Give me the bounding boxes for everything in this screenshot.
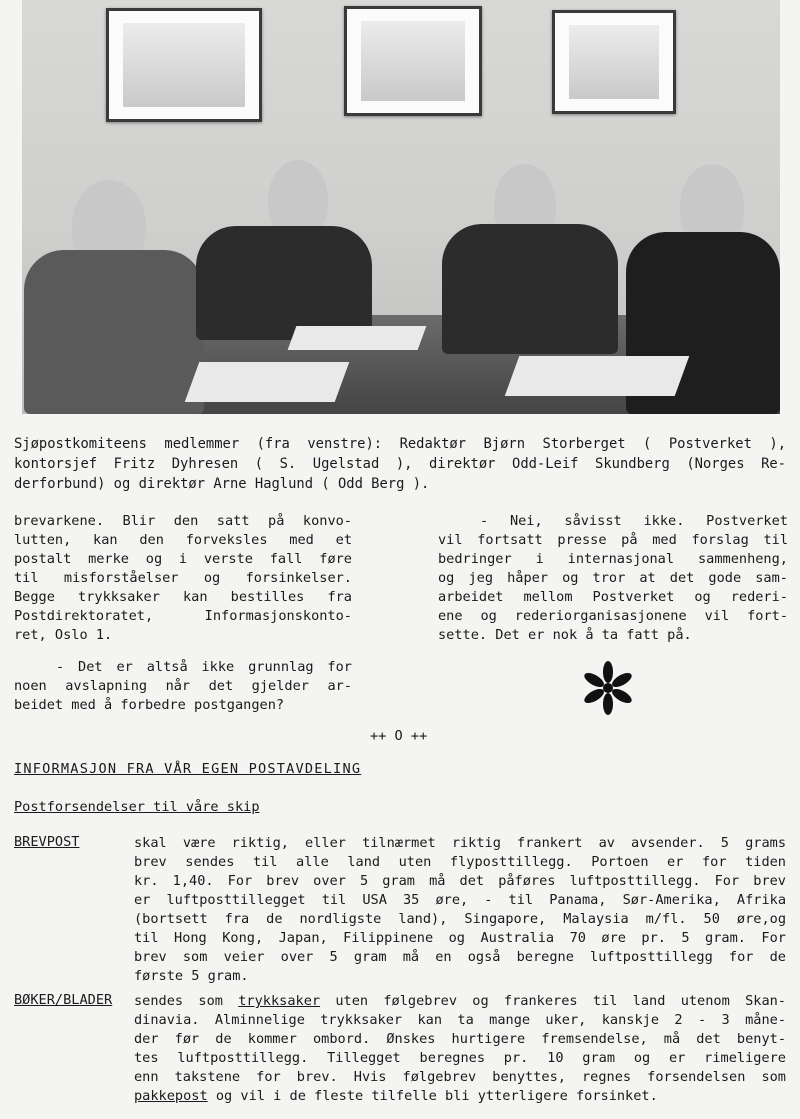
left-column-paragraph: brevarkene. Blir den satt på konvo- lutten, kan den forveksles med et postalt merke og i verste fall føre til misforståelser og forsinkelser. Begge trykksaker kan bestilles fra Postdirektoratet, Informasjonskonto- ret, Oslo 1. [14,513,352,643]
right-column-answer: - Nei, såvisst ikke. Postverket vil fortsatt presse på med forslag til bedringer i internasjonal sammenheng, og jeg håper og tror at det gode sam- arbeidet mellom Postverket og rederi- ene og rederiorganisasjonene vil fort- sette. Det er nok å ta fatt på. [438,513,788,643]
photo-caption: Sjøpostkomiteens medlemmer (fra venstre): Redaktør Bjørn Storberget ( Postverket ), kontorsjef Fritz Dyhresen ( S. Ugelstad ), direktør Odd-Leif Skundberg (Norges Re- derforbund) og direktør Arne Haglund ( Odd Berg ). [14,436,786,492]
boker-blader-label: BØKER/BLADER [14,992,113,1008]
document-on-table [185,362,350,402]
boker-blader-paragraph: sendes som trykksaker uten følgebrev og frankeres til land utenom Skan- dinavia. Alminnelige trykksaker kan ta mange uker, kanskje 2 - 3 måne- der før de kommer ombord. Ønskes hurtigere fremsendelse, må det benyt- tes luftposttillegg. Tillegget beregnes pr. 10 gram og er rimeligere enn takstene for brev. Hvis følgebrev benyttes, regnes forsendelsen som pakkepost og vil i de fleste tilfelle bli ytterligere forsinket. [134,993,786,1104]
pakkepost-term: pakkepost [134,1088,208,1104]
document-on-table [505,356,690,396]
picture-frame-right [552,10,676,114]
section-heading: INFORMASJON FRA VÅR EGEN POSTAVDELING [14,761,362,777]
asterisk-ornament-icon [582,660,634,716]
picture-frame-left [106,8,262,122]
section-subheading: Postforsendelser til våre skip [14,799,260,815]
brevpost-paragraph: skal være riktig, eller tilnærmet riktig frankert av avsender. 5 grams brev sendes til alle land uten flyposttillegg. Portoen er for tiden kr. 1,40. For brev over 5 gram må det påføres luftposttillegg. For brev er luftposttillegget til USA 35 øre, - til Panama, Sør-Amerika, Afrika (bortsett fra de nordligste land), Singapore, Malaysia m/fl. 50 øre,og til Hong Kong, Japan, Filippinene og Australia 70 øre pr. 5 gram. For brev som veier over 5 gram må en også beregne luftposttillegg for de første 5 gram. [134,835,786,984]
trykksaker-term: trykksaker [238,993,321,1009]
photo-committee-members [22,0,780,414]
left-column-question: - Det er altså ikke grunnlag for noen avslapning når det gjelder ar- beidet med å forbedre postgangen? [14,659,352,713]
document-on-table [288,326,427,350]
brevpost-label: BREVPOST [14,834,80,850]
person-2 [196,160,376,340]
person-3 [418,164,618,354]
picture-frame-center [344,6,482,116]
section-separator: ++ O ++ [370,728,428,744]
